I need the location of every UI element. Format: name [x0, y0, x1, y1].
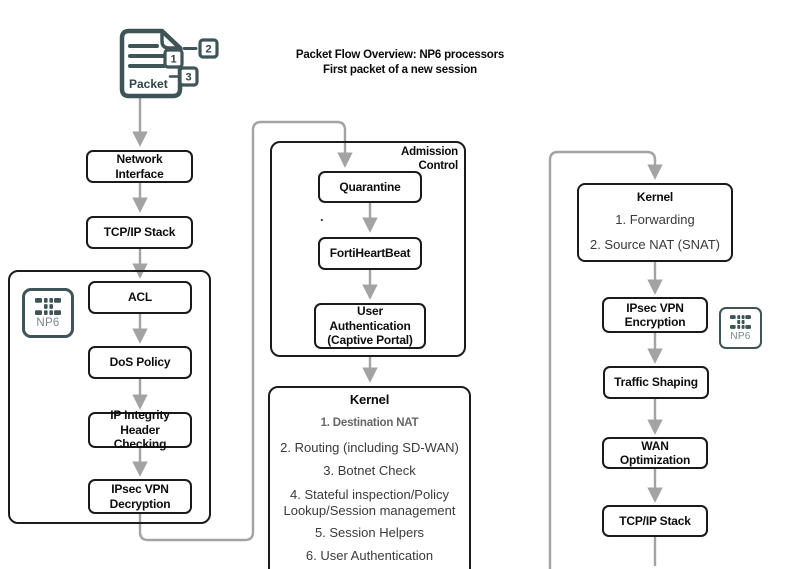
box-ip-integrity-header-checking: IP Integrity Header Checking	[88, 412, 192, 448]
box-ipsec-vpn-encryption: IPsec VPN Encryption	[602, 297, 708, 333]
kernel-right-item-1: 1. Forwarding	[615, 212, 695, 227]
kernel-middle-item-6: 6. User Authentication	[305, 548, 434, 563]
box-dos-policy: DoS Policy	[88, 346, 192, 379]
admission-control-label: Admission Control	[401, 146, 458, 172]
kernel-middle-item-5: 5. Session Helpers	[314, 525, 425, 540]
kernel-middle-item-4: 4. Stateful inspection/Policy Lookup/Session management	[283, 487, 456, 518]
packet-tag1-number: 1	[170, 53, 177, 66]
diagram-title-line2: First packet of a new session	[323, 63, 477, 76]
np6-badge-right	[719, 307, 762, 349]
box-tcpip-stack-right: TCP/IP Stack	[602, 505, 708, 537]
box-traffic-shaping: Traffic Shaping	[603, 366, 709, 399]
kernel-right-title: Kernel	[636, 190, 674, 204]
np6-badge-left-label: NP6	[36, 316, 60, 329]
kernel-middle-item-1: 1. Destination NAT	[320, 417, 419, 429]
fortinet-chip-icon	[35, 298, 61, 315]
box-quarantine: Quarantine	[318, 171, 422, 203]
box-user-authentication-captive-portal: User Authentication (Captive Portal)	[314, 303, 426, 349]
packet-icon	[112, 26, 238, 104]
kernel-right-item-2: 2. Source NAT (SNAT)	[589, 237, 721, 252]
box-tcpip-stack-left: TCP/IP Stack	[86, 216, 193, 249]
np6-badge-left	[22, 288, 74, 338]
box-network-interface: Network Interface	[86, 150, 193, 183]
kernel-middle-title: Kernel	[349, 392, 390, 407]
np6-badge-right-label: NP6	[730, 330, 751, 342]
packet-tag2-number: 2	[205, 43, 212, 56]
packet-tag3-number: 3	[185, 71, 192, 84]
kernel-middle-item-3: 3. Botnet Check	[323, 463, 416, 478]
box-acl: ACL	[88, 281, 192, 314]
diagram-title	[270, 48, 530, 78]
fortinet-chip-icon	[730, 315, 751, 329]
diagram-title-line1: Packet Flow Overview: NP6 processors	[295, 49, 505, 61]
kernel-middle-item-2: 2. Routing (including SD-WAN)	[280, 440, 459, 455]
box-fortiheartbeat: FortiHeartBeat	[318, 237, 422, 270]
box-ipsec-vpn-decryption: IPsec VPN Decryption	[88, 479, 192, 514]
stray-dot: .	[320, 209, 324, 224]
box-wan-optimization: WAN Optimization	[602, 437, 708, 469]
packet-label: Packet	[129, 77, 168, 91]
